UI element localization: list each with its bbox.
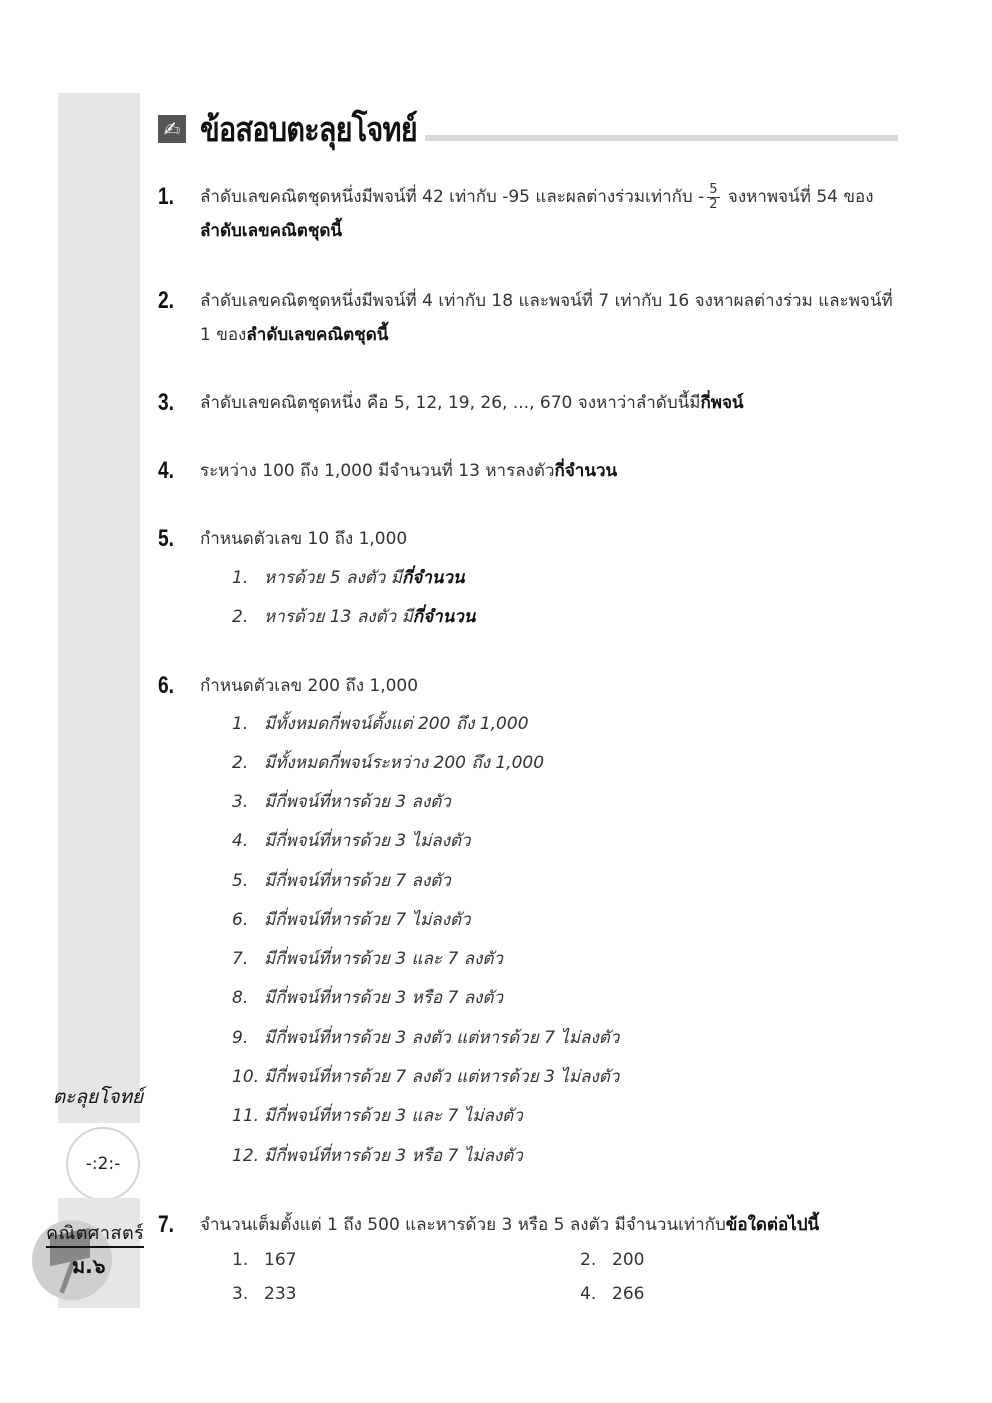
sub-item-text: มีกี่พจน์ที่หารด้วย 3 ลงตัว แต่หารด้วย 7 ไม่ลงตัว [264,1028,620,1048]
question-text-part: ลำดับเลขคณิตชุดหนึ่งมีพจน์ที่ 42 เท่ากับ -95 และผลต่างร่วมเท่ากับ - [200,187,705,207]
fraction-numerator: 5 [709,181,718,197]
sub-item-text: มีกี่พจน์ที่หารด้วย 3 หรือ 7 ไม่ลงตัว [264,1146,523,1166]
question-number: 4. [158,457,175,484]
question-number: 6. [158,672,175,699]
question-2 [158,284,903,352]
question-text-part: ระหว่าง 100 ถึง 1,000 มีจำนวนที่ 13 หารลงตัว [200,461,555,481]
question-number: 2. [158,287,175,314]
sub-item [232,1023,619,1053]
question-emphasis: ข้อใดต่อไปนี้ [725,1215,820,1235]
question-emphasis: ลำดับเลขคณิตชุดนี้ [200,221,343,241]
sub-item [232,1141,523,1171]
question-number: 3. [158,389,175,416]
sub-item-text: มีกี่พจน์ที่หารด้วย 7 ไม่ลงตัว [264,910,471,930]
question-5 [158,522,903,556]
sub-item-text: มีกี่พจน์ที่หารด้วย 3 และ 7 ลงตัว [264,949,503,969]
sub-item-text: มีกี่พจน์ที่หารด้วย 3 ลงตัว [264,792,451,812]
question-number: 1. [158,183,175,210]
choice-value: 266 [612,1284,645,1304]
sub-item [232,709,529,739]
sidebar-strip-top [58,93,140,1123]
sub-item [232,1101,523,1131]
sub-item-number: 1. [232,714,249,734]
sub-item-number: 8. [232,988,249,1008]
sub-item-text: มีกี่พจน์ที่หารด้วย 3 และ 7 ไม่ลงตัว [264,1106,523,1126]
sub-item-number: 2. [232,753,249,773]
sub-item-text: มีกี่พจน์ที่หารด้วย 3 หรือ 7 ลงตัว [264,988,504,1008]
sub-item-number: 5. [232,871,249,891]
choice-number: 4. [580,1284,597,1304]
sub-item-number: 6. [232,910,249,930]
choice-value: 200 [612,1250,645,1270]
choice-number: 2. [580,1250,597,1270]
answer-choice[interactable] [580,1279,644,1309]
page-number [66,1127,140,1201]
question-number: 7. [158,1211,175,1238]
sub-item-number: 2. [232,607,249,627]
question-emphasis: ลำดับเลขคณิตชุดนี้ [246,325,389,345]
sub-item [232,826,471,856]
question-text-part: จงหาพจน์ที่ 54 ของ [727,187,874,207]
question-text [200,180,903,248]
sub-item-text: มีกี่พจน์ที่หารด้วย 3 ไม่ลงตัว [264,831,471,851]
sub-item [232,563,465,593]
sub-item-number: 7. [232,949,249,969]
section-label: ตะลุยโจทย์ [52,1086,144,1108]
question-4 [158,454,903,488]
sub-item-number: 4. [232,831,249,851]
sub-item-emphasis: กี่จำนวน [412,607,476,627]
question-text: กำหนดตัวเลข 200 ถึง 1,000 [200,676,419,696]
sub-item [232,748,544,778]
question-text [200,454,903,488]
title-underline [425,135,898,141]
question-text-part: จำนวนเต็มตั้งแต่ 1 ถึง 500 และหารด้วย 3 หรือ 5 ลงตัว มีจำนวนเท่ากับ [200,1215,726,1235]
question-emphasis: กี่จำนวน [554,461,618,481]
pencil-icon: ✍ [158,115,186,143]
question-emphasis: กี่พจน์ [700,393,744,413]
answer-choice[interactable] [232,1245,296,1275]
choice-number: 3. [232,1284,249,1304]
question-text-part: ลำดับเลขคณิตชุดหนึ่งมีพจน์ที่ 4 เท่ากับ 18 และพจน์ที่ 7 เท่ากับ 16 จงหาผลต่างร่วม และพจน์ที่ 1 ของ [200,291,893,345]
question-6 [158,669,903,703]
sub-item [232,602,475,632]
question-number: 5. [158,525,175,552]
choice-number: 1. [232,1250,249,1270]
sub-item [232,1062,619,1092]
logo-subject: คณิตศาสตร์ [46,1222,144,1248]
question-text [200,284,903,352]
answer-choice[interactable] [580,1245,644,1275]
fraction [707,183,719,212]
question-3 [158,386,903,420]
sub-item [232,944,503,974]
sub-item-number: 3. [232,792,249,812]
sub-item-number: 1. [232,568,249,588]
subject-logo [32,1212,147,1302]
question-text-part: ลำดับเลขคณิตชุดหนึ่ง คือ 5, 12, 19, 26, ..., 670 จงหาว่าลำดับนี้มี [200,393,701,413]
sub-item [232,905,471,935]
answer-choice[interactable] [232,1279,296,1309]
question-1 [158,180,903,248]
choice-value: 233 [264,1284,297,1304]
logo-grade: ม.๖ [72,1254,106,1278]
fraction-denominator: 2 [709,196,718,212]
question-text [200,386,903,420]
sub-item-text: หารด้วย 5 ลงตัว มี [264,568,402,588]
sub-item-text: มีทั้งหมดกี่พจน์ตั้งแต่ 200 ถึง 1,000 [264,714,529,734]
sub-item-text: มีกี่พจน์ที่หารด้วย 7 ลงตัว แต่หารด้วย 3 ไม่ลงตัว [264,1067,620,1087]
sub-item-number: 11. [232,1106,260,1126]
sub-item-text: มีทั้งหมดกี่พจน์ระหว่าง 200 ถึง 1,000 [264,753,545,773]
sub-item-number: 10. [232,1067,260,1087]
question-7 [158,1208,903,1242]
page-header [158,104,898,154]
sub-item-emphasis: กี่จำนวน [401,568,465,588]
sub-item [232,983,503,1013]
sub-item [232,787,451,817]
page-number-text: -:2:- [85,1154,121,1174]
question-text: กำหนดตัวเลข 10 ถึง 1,000 [200,529,408,549]
sub-item-number: 9. [232,1028,249,1048]
choice-value: 167 [264,1250,297,1270]
question-text [200,1208,903,1242]
sub-item [232,866,451,896]
page-title: ข้อสอบตะลุยโจทย์ [200,111,417,149]
sub-item-text: มีกี่พจน์ที่หารด้วย 7 ลงตัว [264,871,451,891]
sub-item-number: 12. [232,1146,260,1166]
sub-item-text: หารด้วย 13 ลงตัว มี [264,607,413,627]
